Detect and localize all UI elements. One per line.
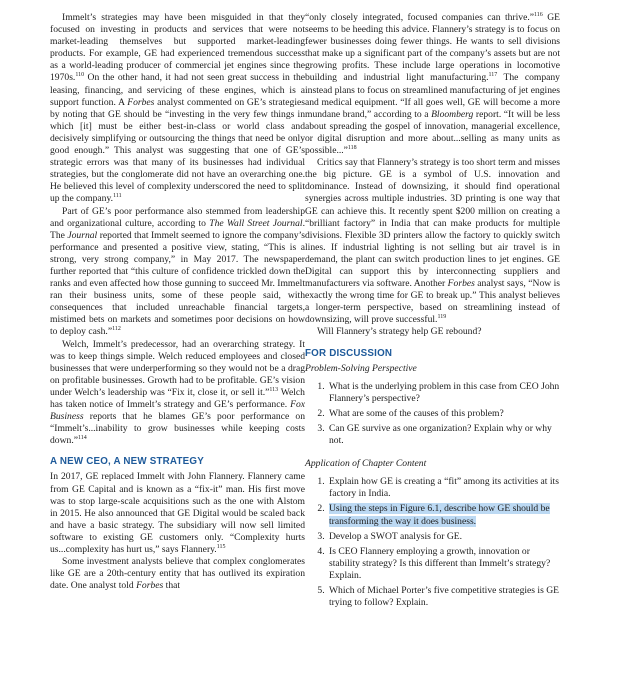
endnote-ref: 119: [437, 314, 447, 321]
problem-solving-list: [305, 381, 560, 447]
endnote-ref: 112: [112, 326, 121, 333]
paragraph-immelt-strategies: Immelt’s strategies may have been misguided in that they focused on investing in products and services that were not market-leading themselves but supported market-leading products. For example, GE had experienced tremendous success as a world-leading producer of commercial jet engines since the 1970s.$^{110}$ On the other hand, it had not seen great success in the leasing, financing, and servicing of these engines, which is a support function. A Forbes analyst commented on GE’s strategies by noting that GE should be “investing in the very few things in which [it] must be either best-in-class or world class and decisively simplifying or outsourcing the things that need be only good enough.” This analyst was suggesting that one of GE’s strategic errors was that many of its businesses had individual strategies, but the conglomerate did not have an overarching one. He believed this level of complexity underscored the need to split up the company.$^{111}$: [50, 12, 305, 205]
source-name: Forbes: [447, 278, 475, 290]
endnote-ref: 118: [347, 144, 357, 151]
paragraph-question: Will Flannery’s strategy help GE rebound?: [317, 326, 482, 338]
source-name: Fox Business: [50, 399, 305, 423]
paragraph-welch-strategy: Welch, Immelt’s predecessor, had an overarching strategy. It was to keep things simple. Welch reduced employees and closed businesses that were underperforming so they would not be a drag on profitable businesses. Growth had to be profitable. GE’s vision under Welch’s leadership was “Fix it, close it, or sell it.”$^{113}$ Welch has taken notice of Immelt’s strategy and GE’s performance. Fox Business reports that he blames GE’s poor performance on “Immelt’s...inability to grow businesses while keeping costs down.”$^{114}$: [50, 338, 305, 447]
section-heading-new-ceo: A NEW CEO, A NEW STRATEGY: [50, 456, 204, 468]
endnote-ref: 114: [77, 435, 87, 442]
list-item: 5. Which of Michael Porter’s five competitive strategies is GE trying to follow? Explain.: [327, 585, 560, 609]
paragraph-critics: Critics say that Flannery’s strategy is too short term and misses the big picture. GE is a symbol of U.S. innovation and dominance. Instead of downsizing, it should find operational synergies across multiple industries. 3D printing is one way that GE can achieve this. It recently spent $200 million on creating a “brilliant factory” in India that can make products for multiple divisions. Flexible 3D printers allow the factory to quickly switch lines. If industrial lighting is not selling but air travel is in demand, the plant can switch production lines to jet engines. GE Digital can support this by interconnecting suppliers and manufacturers via software. Another Forbes analyst says, “Now is exactly the wrong time for GE to break up.” This analyst believes a longer-term perspective, based on streamlining instead of downsizing, will prove successful.$^{119}$: [305, 157, 560, 326]
highlighted-text[interactable]: Using the steps in Figure 6.1, describe how GE should be transforming the way it does business.: [329, 503, 550, 527]
subhead-problem-solving: Problem-Solving Perspective: [305, 362, 417, 374]
list-item: 3. Can GE survive as one organization? Explain why or why not.: [327, 423, 560, 447]
paragraph-focused-companies: “only closely integrated, focused companies can thrive.”$^{116}$ GE seems to be heeding this advice. Flannery’s strategy is to focus on fewer businesses doing fewer things. He wants to sell divisions that make up a significant part of the company’s assets but are not growing profits. These include large operations in locomotive building and industrial light manufacturing.$^{117}$ The company instead plans to focus on streamlined manufacturing of jet engines and medical equipment. “If all goes well, GE will become a more mundane brand,” according to a Bloomberg report. “It will be less about spreading the gospel of innovation, managerial excellence, or digital disruption and more about...selling as many units as possible...”$^{118}$: [305, 11, 561, 157]
endnote-ref: 117: [488, 72, 498, 79]
list-item: 4. Is CEO Flannery employing a growth, innovation or stability strategy? Is this different than Immelt’s strategy? Explain.: [327, 546, 560, 582]
list-item-highlighted: [327, 503, 560, 527]
source-name: The Wall Street Journal: [209, 217, 303, 229]
source-name: Bloomberg: [431, 108, 474, 120]
source-name: Forbes: [136, 580, 164, 592]
paragraph-leadership-culture: Part of GE’s poor performance also stemmed from leadership and organizational culture, according to The Wall Street Journal. The Journal reported that Immelt seemed to ignore the company’s performance and presented a positive view, stating, “This is a strong, very strong company,” in May 2017. The newspaper further reported that “this culture of confidence trickled down the ranks and even affected how those gunning to succeed Mr. Immelt ran their business units, some of these people said, with consequences that included unreachable financial targets, mistimed bets on markets and sometimes poor decisions on how to deploy cash.”$^{112}$: [50, 205, 305, 338]
endnote-ref: 111: [113, 193, 122, 200]
section-heading-discussion: FOR DISCUSSION: [305, 347, 393, 359]
endnote-ref: 115: [216, 543, 226, 550]
endnote-ref: 110: [75, 72, 85, 79]
left-column: [50, 12, 305, 592]
paragraph-conglomerates: Some investment analysts believe that complex conglomerates like GE are a 20th-century entity that has outlived its expiration date. One analyst told Forbes that: [50, 556, 305, 592]
list-item: 3. Develop a SWOT analysis for GE.: [327, 531, 560, 543]
application-list: [305, 476, 560, 609]
source-name: Journal: [67, 229, 98, 241]
subhead-application: Application of Chapter Content: [305, 458, 427, 470]
paragraph-flannery-intro: In 2017, GE replaced Immelt with John Flannery. Flannery came from GE Capital and is known as a “fix-it” man. His first move was to stop large-scale acquisitions such as the one with Alstom in 2015. He also announced that GE Digital would be scaled back and have a basic strategy. The subsidiary will now sell limited software to existing GE customers only. “Complexity hurts us...complexity has hurt us,” says Flannery.$^{115}$: [50, 471, 305, 556]
endnote-ref: 113: [269, 386, 279, 393]
source-name: Forbes: [127, 96, 155, 108]
list-item: 1. Explain how GE is creating a “fit” among its activities at its factory in India.: [327, 476, 560, 500]
list-item: 2. What are some of the causes of this problem?: [327, 408, 560, 420]
list-item: 1. What is the underlying problem in this case from CEO John Flannery’s perspective?: [327, 381, 560, 405]
right-column: [305, 12, 560, 612]
endnote-ref: 116: [534, 11, 543, 18]
